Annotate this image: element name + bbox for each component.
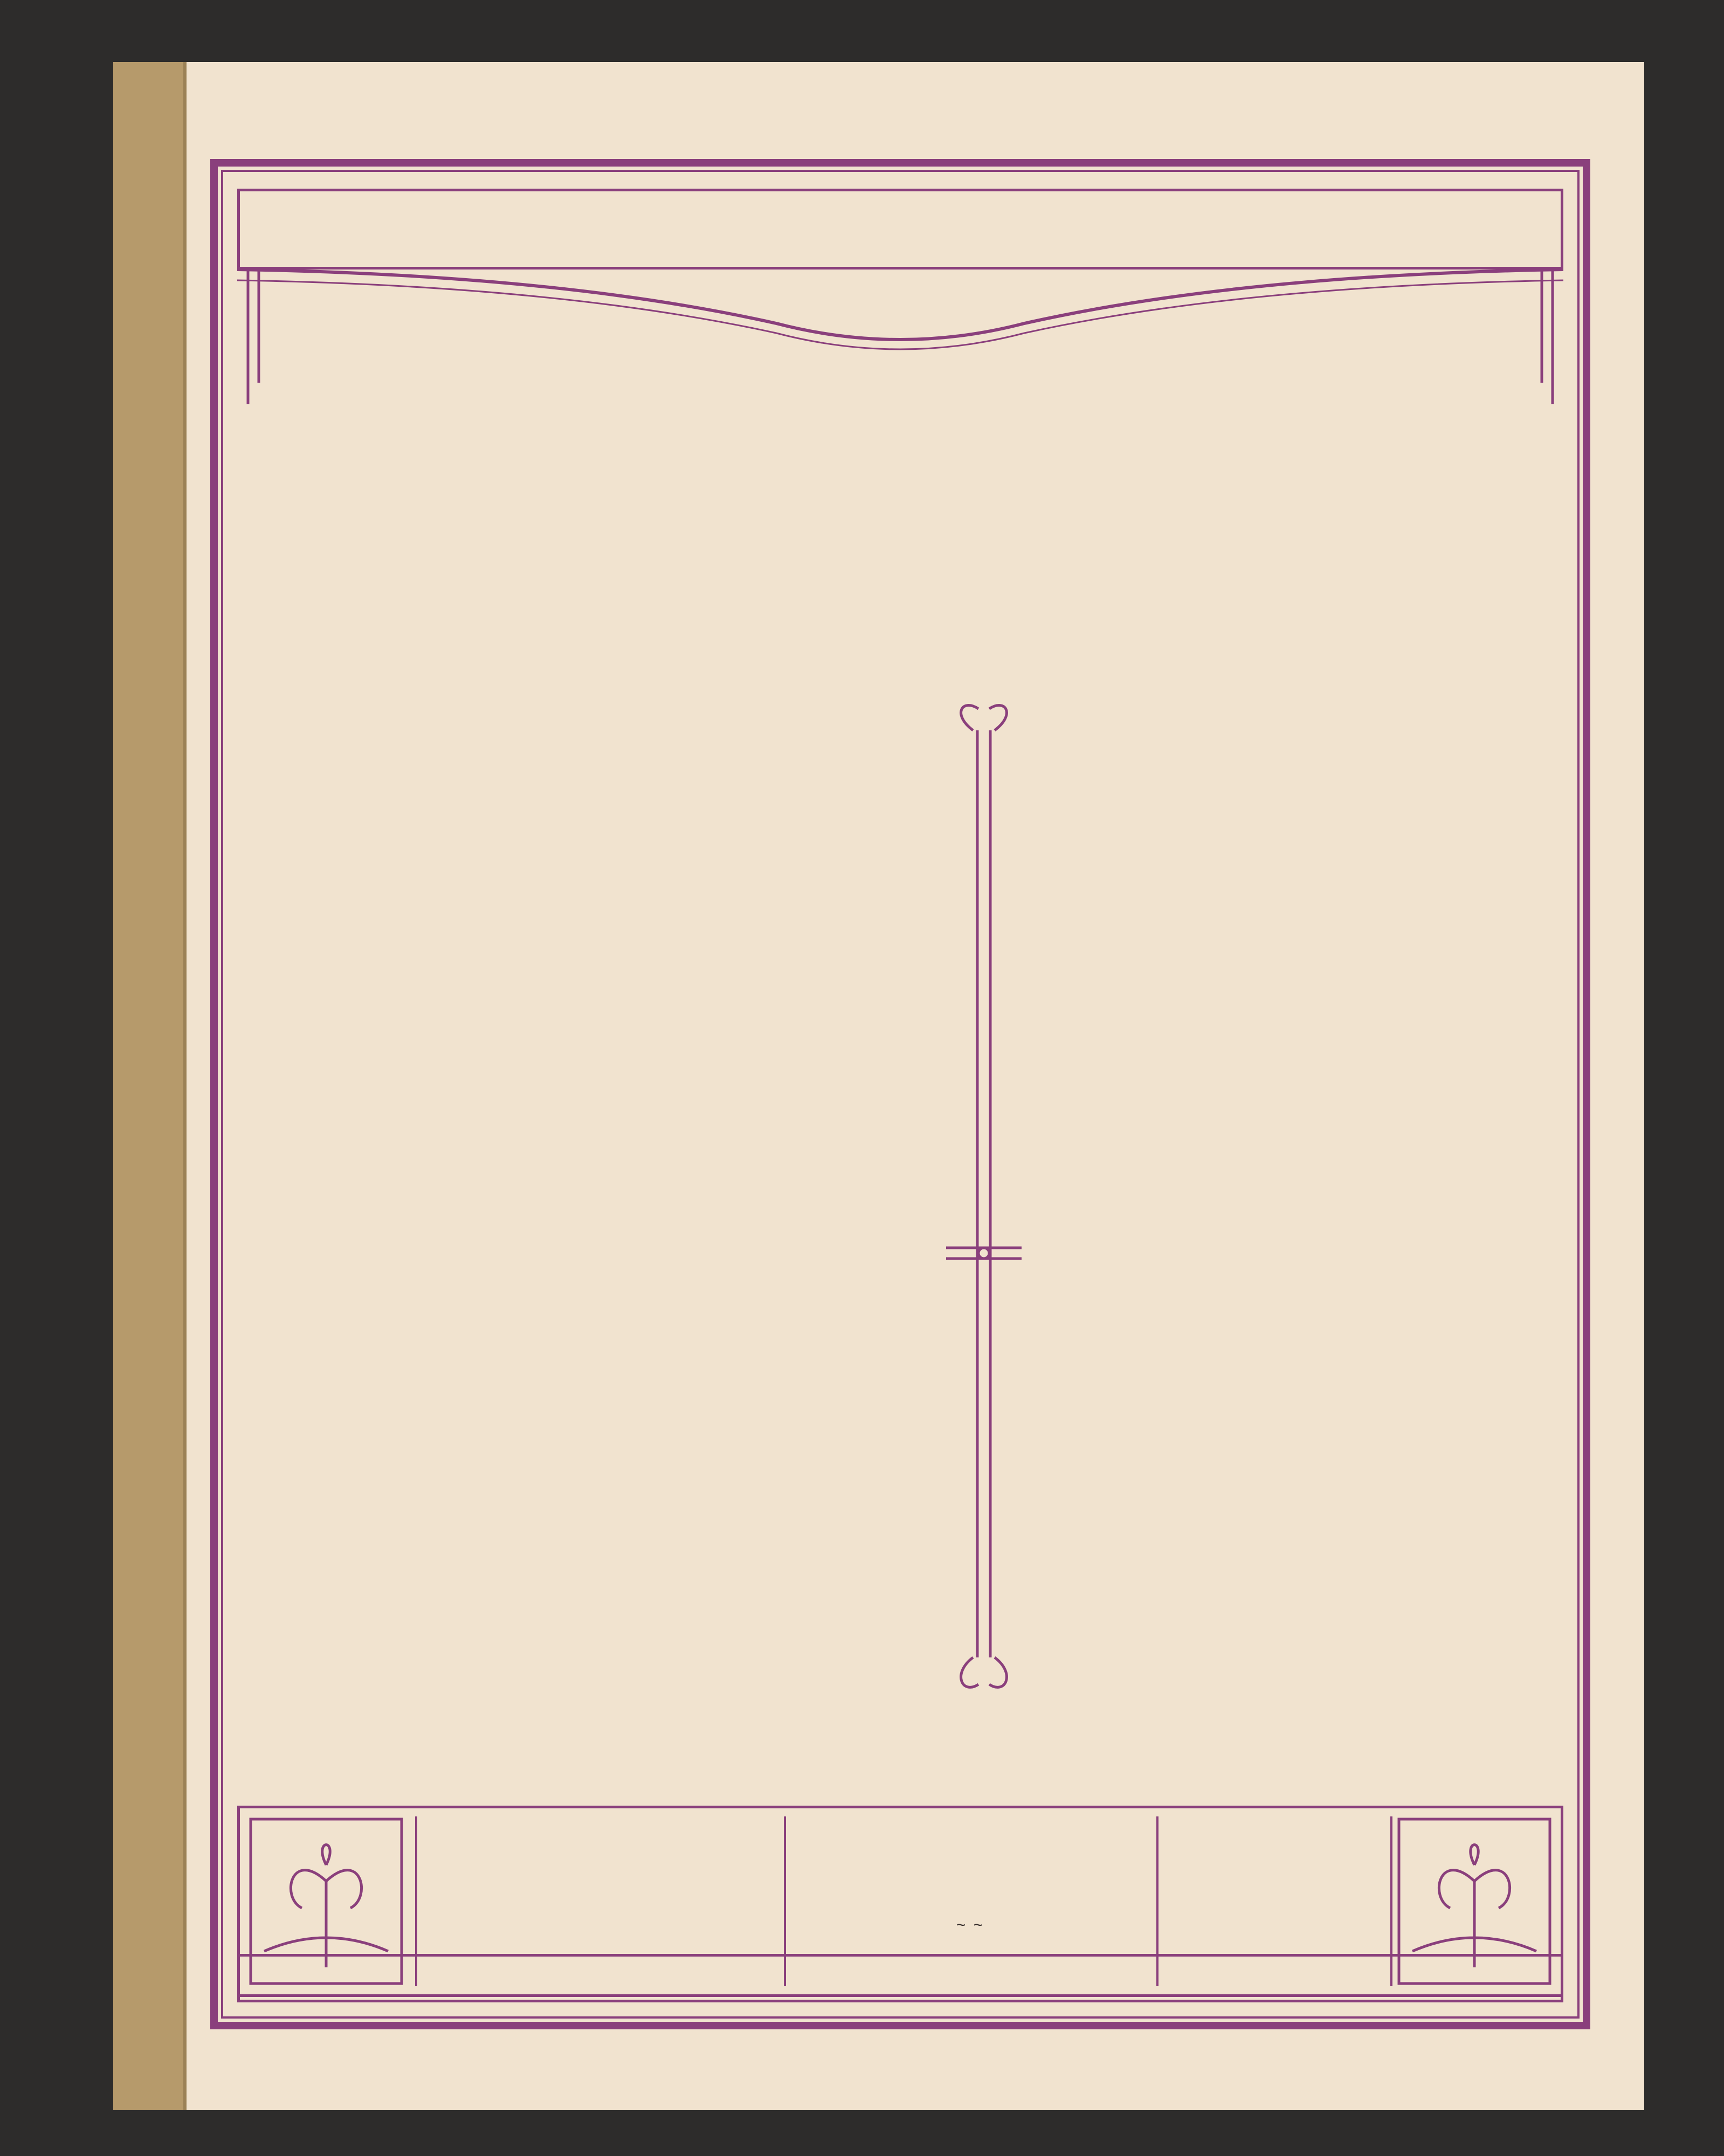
binding-spine — [113, 62, 187, 2110]
arch-ornament — [237, 270, 1563, 410]
centre-vine-ornament — [946, 698, 1022, 1803]
tilde-ornament: ~ — [973, 1916, 985, 1934]
right-side-ornament — [1574, 924, 1590, 1625]
bottom-ornament-band — [237, 1954, 1563, 2002]
publisher-branch — [795, 1916, 1146, 1934]
inner-frame — [221, 170, 1580, 2019]
tilde-ornament: ~ — [956, 1916, 974, 1934]
left-side-ornament — [221, 924, 237, 1625]
top-ornament-band — [237, 189, 1563, 270]
bottom-ornament — [240, 1957, 1561, 2000]
sheet-music-cover — [113, 62, 1644, 2110]
art-nouveau-ornament — [240, 191, 1561, 267]
